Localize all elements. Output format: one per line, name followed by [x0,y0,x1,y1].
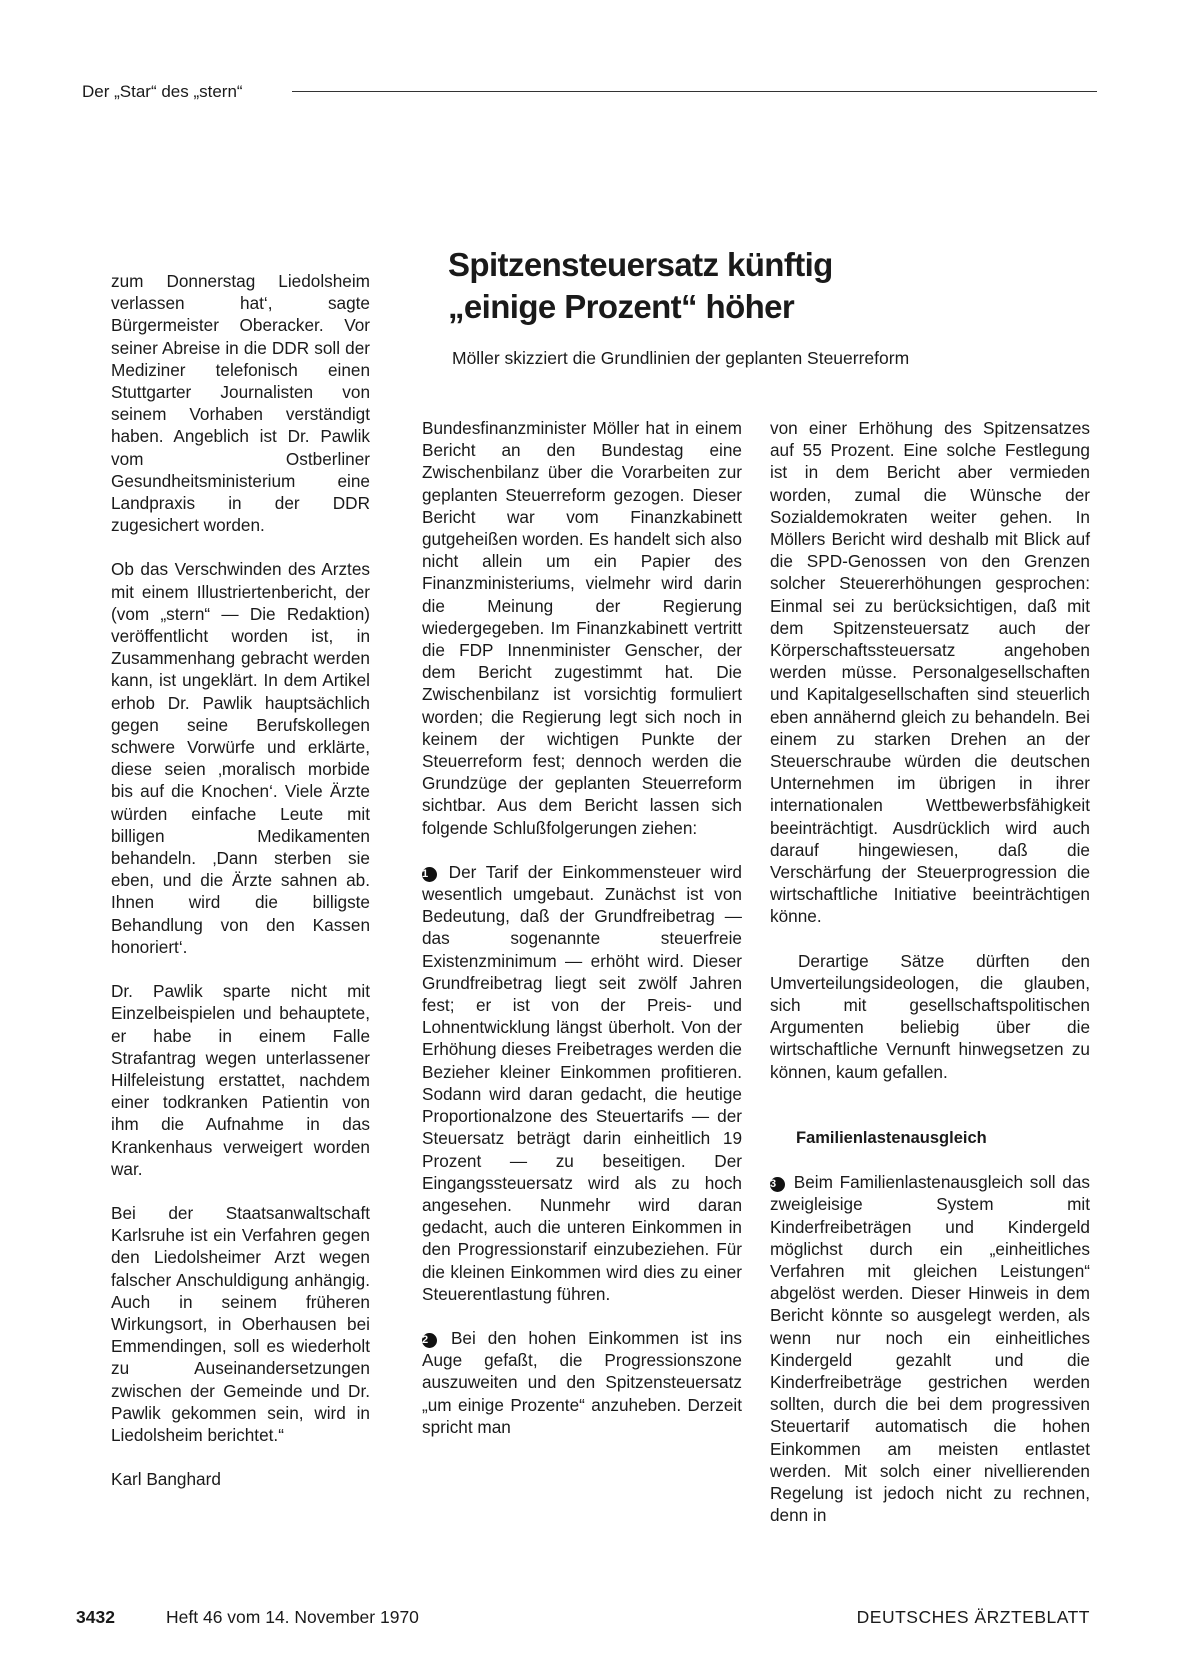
right-column [770,417,1090,1526]
page-footer [76,1606,1090,1630]
right-paragraph-3-text: Beim Familienlastenausgleich soll das zweigleisige System mit Kinderfreibeträgen und Kindergeld möglichst durch ein „einheitliches Verfahren mit gleichen Leistungen“ abgelöst werden. Dieser Hinweis in dem Bericht könnte so ausgelegt werden, als wenn nur noch ein einheitliches Kindergeld gezahlt und die Kinderfreibeträge gestrichen werden sollten, durch die bei dem progressiven Steuertarif automatisch die hohen Einkommen am meisten entlastet werden. Mit solch einer nivellierenden Regelung ist jedoch nicht zu rechnen, denn in [770,1172,1090,1526]
header-rule [292,91,1097,92]
issue-info: Heft 46 vom 14. November 1970 [166,1607,419,1627]
running-header-title: Der „Star“ des „stern“ [82,82,243,101]
left-column [111,270,370,1490]
left-paragraph-1: zum Donnerstag Liedolsheim verlassen hat‘, sagte Bürgermeister Oberacker. Vor seiner Abreise in die DDR soll der Mediziner telefonisch einen Stuttgarter Journalisten von seinem Vorhaben verständigt haben. Angeblich ist Dr. Pawlik vom Ostberliner Gesundheitsministerium eine Landpraxis in der DDR zugesichert worden. [111,271,370,536]
point-3-marker: 3 [770,1177,785,1192]
point-1-marker: 1 [422,867,437,882]
headline-line-1: Spitzensteuersatz künftig [448,246,833,283]
middle-column [422,417,742,1438]
page-number: 3432 [76,1607,115,1627]
left-paragraph-3: Dr. Pawlik sparte nicht mit Einzelbeispielen und behauptete, er habe in einem Falle Strafantrag wegen unterlassener Hilfeleistung erstattet, nachdem einer todkranken Patientin von ihm die Aufnahme in das Krankenhaus verweigert worden war. [111,981,370,1179]
middle-paragraph-2-text: Der Tarif der Einkommensteuer wird wesentlich umgebaut. Zunächst ist von Bedeutung, daß der Grundfreibetrag — das sogenannte steuerfreie Existenzminimum — erhöht wird. Dieser Grundfreibetrag liegt seit zwölf Jahren fest; er ist von der Preis- und Lohnentwicklung längst überholt. Von der Erhöhung dieses Freibetrages werden die Bezieher kleiner Einkommen profitieren. Sodann wird daran gedacht, die heutige Proportionalzone des Steuertarifs — der Steuersatz beträgt darin einheitlich 19 Prozent — zu beseitigen. Der Eingangssteuersatz wird als zu hoch angesehen. Nunmehr wird daran gedacht, auch die unteren Einkommen in den Progressionstarif einzubeziehen. Für die kleinen Einkommen wird dies zu einer Steuerentlastung führen. [422,861,742,1304]
left-paragraph-2: Ob das Verschwinden des Arztes mit einem Illustriertenbericht, der (vom „stern“ — Die Redaktion) veröffentlicht worden ist, in Zusammenhang gebracht werden kann, ist ungeklärt. In dem Artikel erhob Dr. Pawlik hauptsächlich gegen seine Berufskollegen schwere Vorwürfe und erklärte, diese seien ‚moralisch morbide bis auf die Knochen‘. Viele Ärzte würden einfache Leute mit billigen Medikamenten behandeln. ‚Dann sterben sie eben, und die Ärzte sahnen ab. Ihnen wird die billigste Behandlung von den Kassen honoriert‘. [111,559,370,957]
right-paragraph-2: Derartige Sätze dürften den Umverteilungsideologen, die glauben, sich mit gesellschaftspolitischen Argumenten beliebig über die wirtschaftliche Vernunft hinwegsetzen zu können, kaum gefallen. [770,950,1090,1082]
article-subtitle: Möller skizziert die Grundlinien der geplanten Steuerreform [452,348,910,368]
publication-name: DEUTSCHES ÄRZTEBLATT [856,1607,1090,1627]
middle-paragraph-2 [422,861,742,1305]
point-2-marker: 2 [422,1333,437,1348]
article-headline [448,244,968,328]
running-header [82,82,1097,106]
headline-line-2: „einige Prozent“ höher [448,288,795,325]
right-paragraph-1: von einer Erhöhung des Spitzensatzes auf 55 Prozent. Eine solche Festlegung ist in dem Bericht aber vermieden worden, zumal die Wünsche der Sozialdemokraten weiter gehen. In Möllers Bericht wird deshalb mit Blick auf die SPD-Genossen von den Grenzen solcher Steuererhöhungen gesprochen: Einmal sei zu berücksichtigen, daß mit dem Spitzensteuersatz auch der Körperschaftssteuersatz angehoben werden müsse. Personalgesellschaften und Kapitalgesellschaften sind steuerlich eben annähernd gleich zu behandeln. Bei einem zu starken Drehen an der Steuerschraube würden die deutschen Unternehmen im übrigen in ihrer internationalen Wettbewerbsfähigkeit beeinträchtigt. Ausdrücklich wird auch darauf hingewiesen, daß die Verschärfung der Steuerprogression die wirtschaftliche Initiative beeinträchtigen könne. [770,418,1090,927]
middle-paragraph-3-text: Bei den hohen Einkommen ist ins Auge gefaßt, die Progressionszone auszuweiten und den Spitzensteuersatz „um einige Prozente“ anzuheben. Derzeit spricht man [422,1327,742,1437]
section-subheading: Familienlastenausgleich [796,1128,987,1147]
author-signature: Karl Banghard [111,1469,221,1490]
right-paragraph-3 [770,1171,1090,1526]
middle-paragraph-3 [422,1327,742,1438]
left-paragraph-4: Bei der Staatsanwaltschaft Karlsruhe ist ein Verfahren gegen den Liedolsheimer Arzt wegen falscher Anschuldigung anhängig. Auch in seinem früheren Wirkungsort, in Oberhausen bei Emmendingen, soll es wiederholt zu Auseinandersetzungen zwischen der Gemeinde und Dr. Pawlik gekommen sein, wird in Liedolsheim berichtet.“ [111,1202,370,1445]
middle-paragraph-1: Bundesfinanzminister Möller hat in einem Bericht an den Bundestag eine Zwischenbilanz über die Vorarbeiten zur geplanten Steuerreform gezogen. Dieser Bericht war vom Finanzkabinett gutgeheißen worden. Es handelt sich also nicht allein um ein Papier des Finanzministeriums, vielmehr wird darin die Meinung der Regierung wiedergegeben. Im Finanzkabinett vertritt die FDP Innenminister Genscher, der dem Bericht zugestimmt hat. Die Zwischenbilanz ist vorsichtig formuliert worden; die Regierung legt sich noch in keinem der wichtigen Punkte der Steuerreform fest; dennoch werden die Grundzüge der geplanten Steuerreform sichtbar. Aus dem Bericht lassen sich folgende Schlußfolgerungen ziehen: [422,418,742,838]
